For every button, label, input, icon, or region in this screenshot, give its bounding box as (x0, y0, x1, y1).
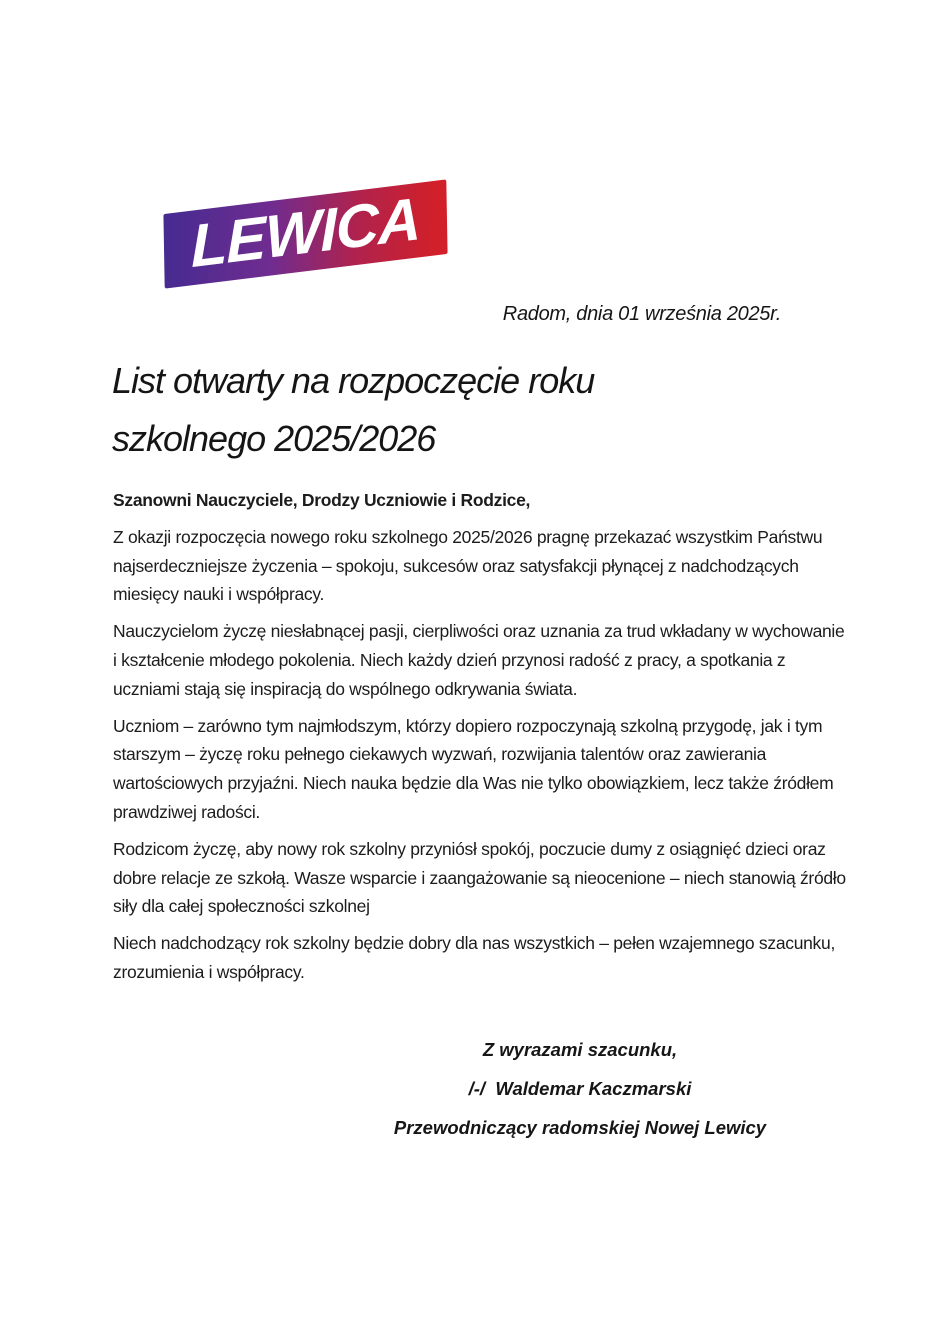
signature-block (230, 1030, 930, 1147)
date-line: Radom, dnia 01 września 2025r. (502, 303, 781, 325)
body-paragraph: Uczniom – zarówno tym najmłodszym, którzy dopiero rozpoczynają szkolną przygodę, jak i tym starszym – życzę roku pełnego ciekawych wyzwań, rozwijania talentów oraz zawierania wartościowych przyjaźni. Niech nauka będzie dla Was nie tylko obowiązkiem, lecz także źródłem prawdziwej radości. (113, 715, 834, 822)
letter-body (113, 486, 850, 995)
signature-signer: /-/ Waldemar Kaczmarski (468, 1078, 692, 1099)
lewica-logo-banner (163, 179, 447, 288)
signature-closing: Z wyrazami szacunku, (482, 1039, 678, 1060)
body-paragraph: Z okazji rozpoczęcia nowego roku szkolnego 2025/2026 pragnę przekazać wszystkim Państwu najserdeczniejsze życzenia – spokoju, sukcesów oraz satysfakcji płynącej z nadchodzących miesięcy nauki i współpracy. (113, 526, 823, 605)
body-paragraph: Nauczycielom życzę niesłabnącej pasji, cierpliwości oraz uznania za trud wkładany w wychowanie i kształcenie młodego pokolenia. Niech każdy dzień przynosi radość z pracy, a spotkania z uczniami stają się inspiracją do wspólnego odkrywania świata. (113, 621, 845, 699)
salutation: Szanowni Nauczyciele, Drodzy Uczniowie i Rodzice, (113, 490, 531, 510)
body-paragraph: Niech nadchodzący rok szkolny będzie dobry dla nas wszystkich – pełen wzajemnego szacunku, zrozumienia i współpracy. (113, 933, 836, 982)
signature-role: Przewodniczący radomskiej Nowej Lewicy (393, 1117, 767, 1138)
body-paragraph: Rodzicom życzę, aby nowy rok szkolny przyniósł spokój, poczucie dumy z osiągnięć dzieci oraz dobre relacje ze szkołą. Wasze wsparcie i zaangażowanie są nieocenione – niech stanowią źródło siły dla całej społeczności szkolnej (113, 838, 846, 917)
lewica-logo-text: LEWICA (190, 184, 421, 280)
page-title: List otwarty na rozpoczęcie roku szkolnego 2025/2026 (112, 360, 595, 460)
